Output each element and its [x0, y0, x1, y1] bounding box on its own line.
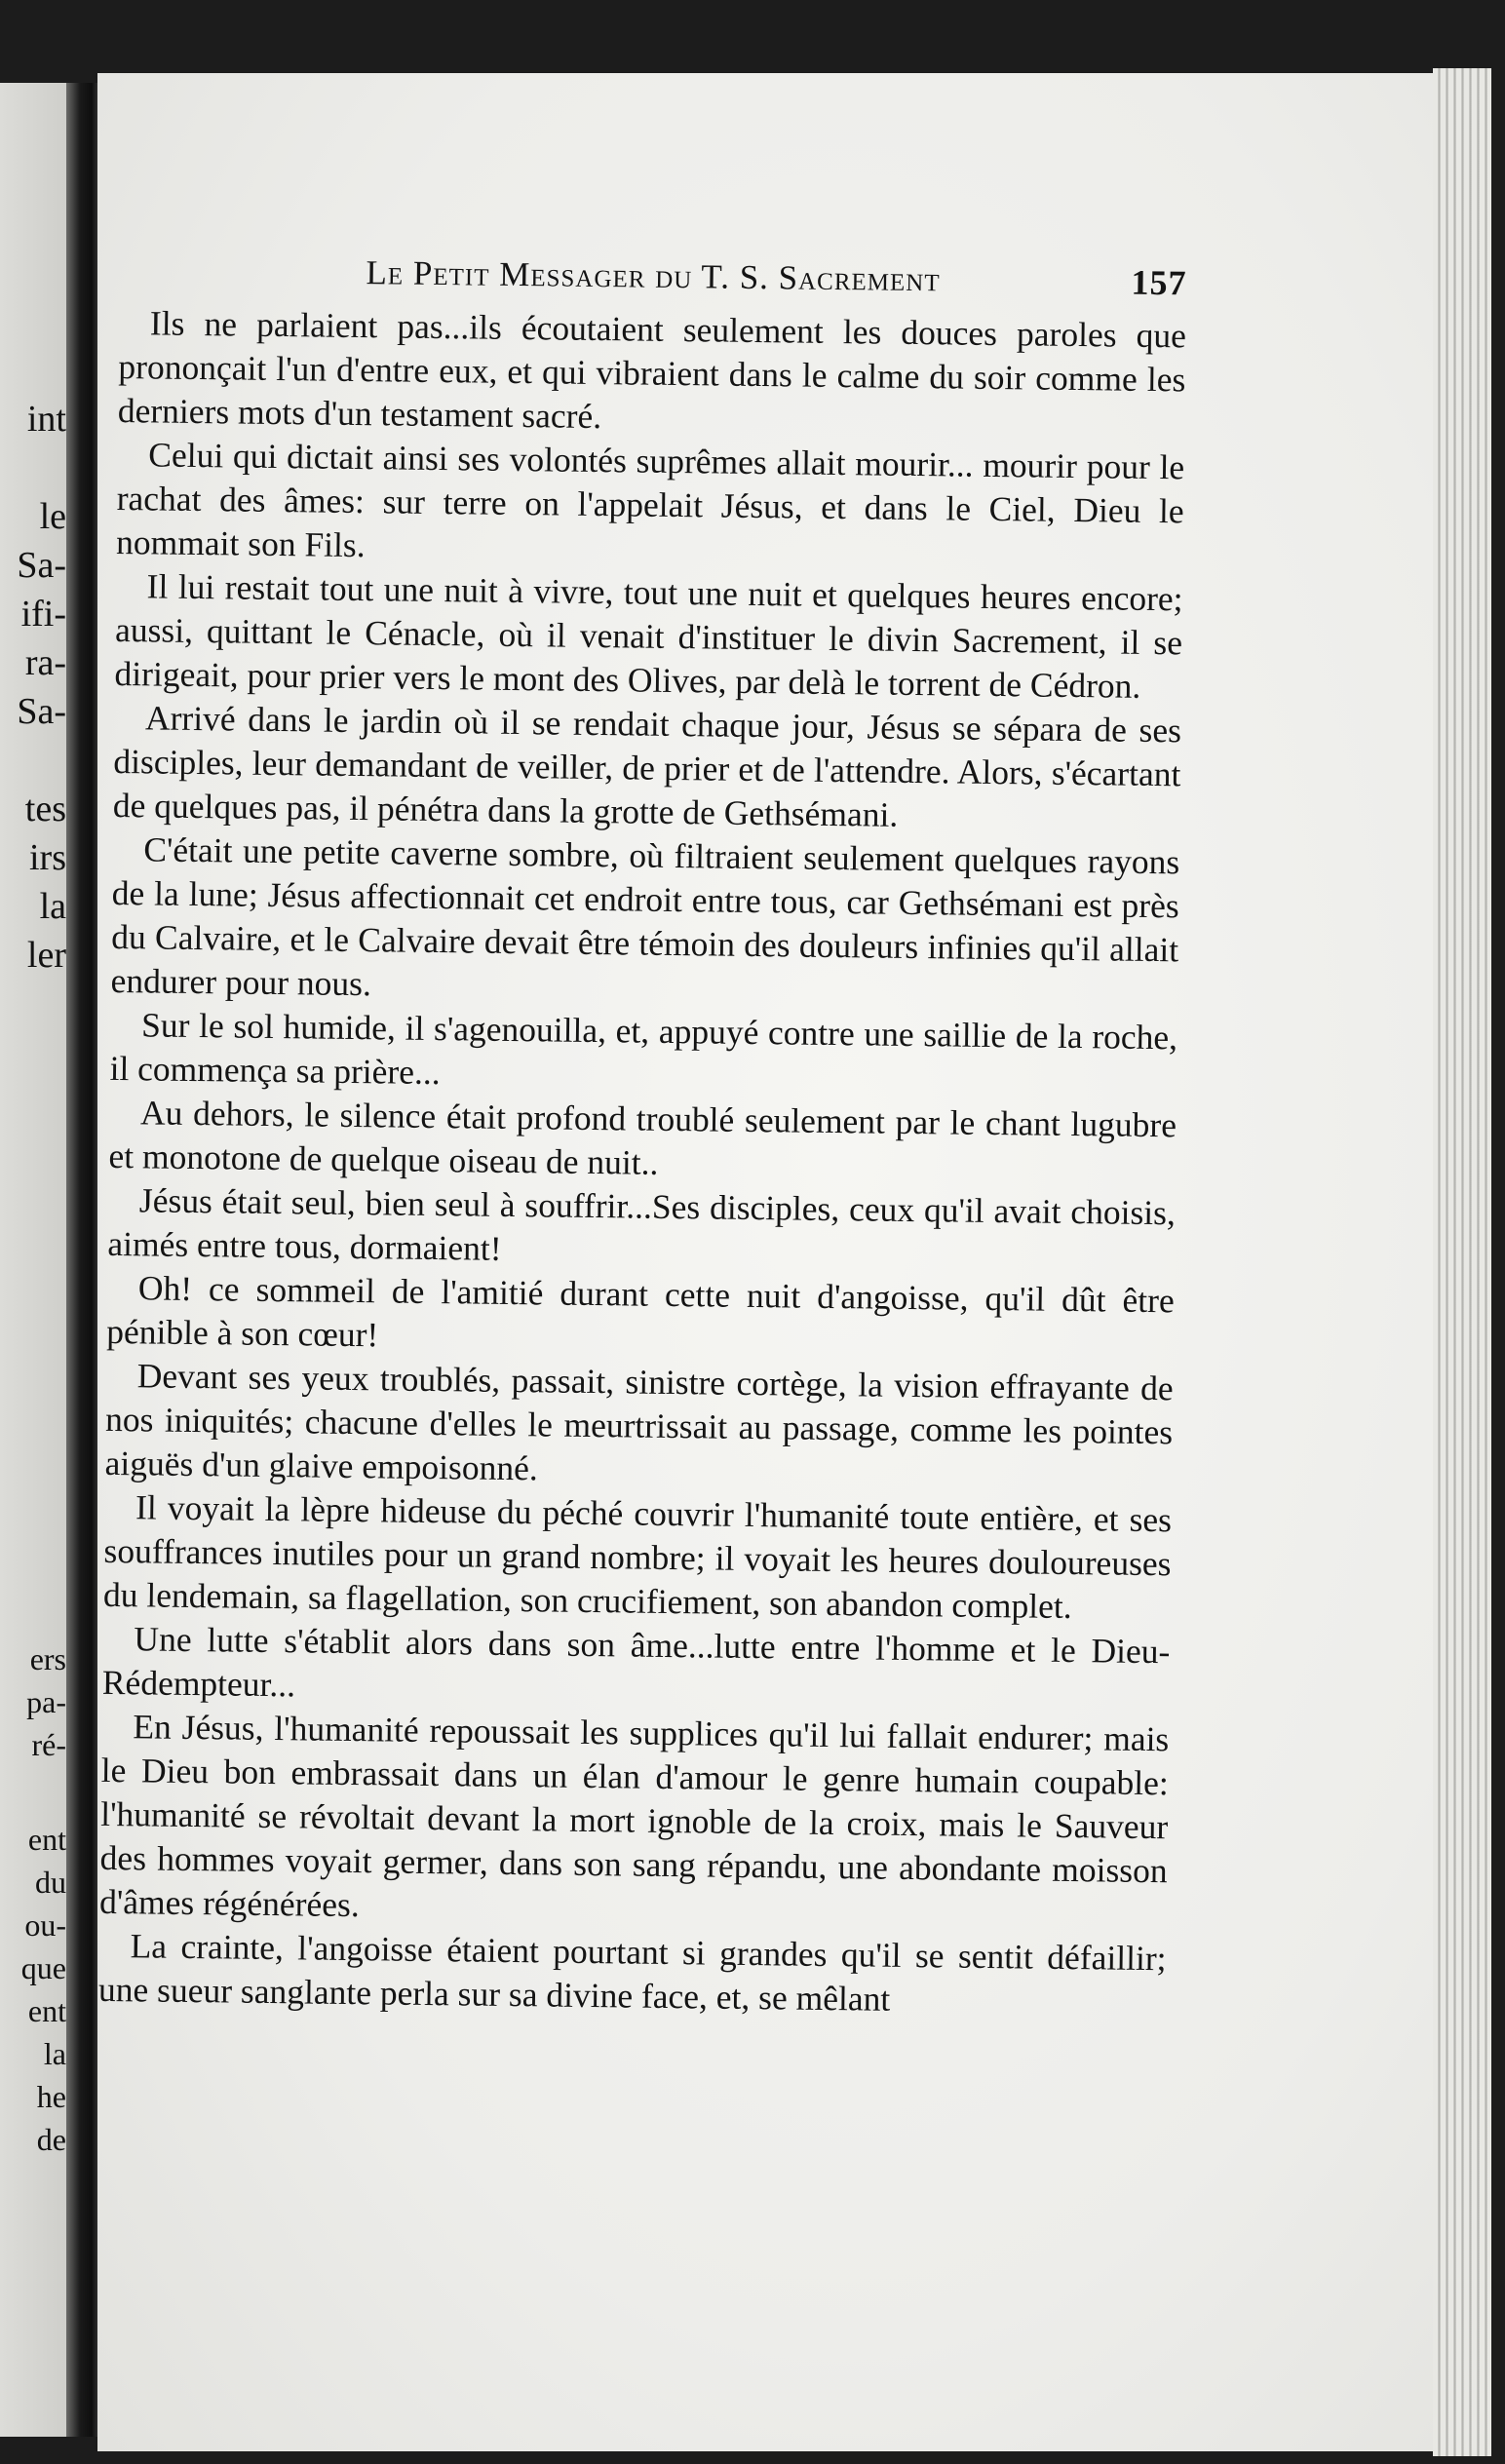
paragraph: Sur le sol humide, il s'agenouilla, et, appuyé contre une saillie de la roche, il commença sa prière... — [109, 1005, 1178, 1093]
page-edges — [1433, 68, 1491, 2456]
running-head — [119, 239, 1187, 314]
paragraph: Ils ne parlaient pas...ils écoutaient seulement les douces paroles que prononçait l'un d'entre eux, et qui vibraient dans le calme du soir comme les derniers mots d'un testament sacré. — [117, 303, 1187, 437]
paragraph: En Jésus, l'humanité repoussait les supplices qu'il lui fallait endurer; mais le Dieu bon embrassait dans un élan d'amour le genre humain coupable: l'humanité se révoltait devant la mort ignoble de la croix, mais le Sauveur des hommes voyait germer, dans son sang répandu, une abondante moisson d'âmes régénérées. — [98, 1707, 1170, 1925]
paragraph: Celui qui dictait ainsi ses volontés suprêmes allait mourir... mourir pour le rachat des âmes: sur terre on l'appelait Jésus, et dans le Ciel, Dieu le nommait son Fils. — [115, 435, 1185, 565]
facing-page-fragment: ent du ou- que ent la he de — [20, 1822, 66, 2157]
page-text — [98, 239, 1187, 2024]
facing-page-fragment: ers pa- ré- — [26, 1641, 66, 1762]
facing-page-fragment: int le Sa- ifi- ra- Sa- tes irs la ler — [17, 399, 66, 976]
paragraph: La crainte, l'angoisse étaient pourtant si grandes qu'il se sentit défaillir; une sueur sanglante perla sur sa divine face, et, se mêlant — [97, 1926, 1167, 2019]
body-text — [98, 301, 1186, 2024]
paragraph: Jésus était seul, bien seul à souffrir...Ses disciples, ceux qu'il avait choisis, aimés entre tous, dormaient! — [107, 1180, 1177, 1268]
paragraph: Au dehors, le silence était profond troublé seulement par le chant lugubre et monotone de quelque oiseau de nuit.. — [108, 1093, 1177, 1182]
paragraph: Arrivé dans le jardin où il se rendait chaque jour, Jésus se sépara de ses disciples, leur demandant de veiller, de prier et de l'attendre. Alors, s'écartant de quelques pas, il pénétra dans la grotte de Gethsémani. — [112, 698, 1182, 834]
paragraph: Il lui restait tout une nuit à vivre, tout une nuit et quelques heures encore; aussi, quittant le Cénacle, où il venait d'instituer le divin Sacrement, il se dirigeait, pour prier vers le mont des Olives, par delà le torrent de Cédron. — [114, 566, 1183, 706]
paragraph: Il voyait la lèpre hideuse du péché couvrir l'humanité toute entière, et ses souffrances inutiles pour un grand nombre; il voyait les heures douloureuses du lendemain, sa flagellation, son crucifiement, son abandon complet. — [102, 1487, 1173, 1627]
running-head-title: Le Petit Messager du T. S. Sacrement — [366, 253, 941, 299]
paragraph: Devant ses yeux troublés, passait, sinistre cortège, la vision effrayante de nos iniquités; chacune d'elles le meurtrissait au passage, comme les pointes aiguës d'un glaive empoisonné. — [104, 1356, 1174, 1488]
paragraph: Une lutte s'établit alors dans son âme...lutte entre l'homme et le Dieu-Rédempteur... — [101, 1619, 1171, 1705]
paragraph: Oh! ce sommeil de l'amitié durant cette nuit d'angoisse, qu'il dût être pénible à son cœur! — [106, 1268, 1176, 1355]
page-number: 157 — [1131, 262, 1187, 303]
paragraph: C'était une petite caverne sombre, où filtraient seulement quelques rayons de la lune; Jésus affectionnait cet endroit entre tous, car Gethsémani est près du Calvaire, et le Calvaire devait être témoin des douleurs infinies qu'il allait endurer pour nous. — [110, 829, 1180, 1004]
